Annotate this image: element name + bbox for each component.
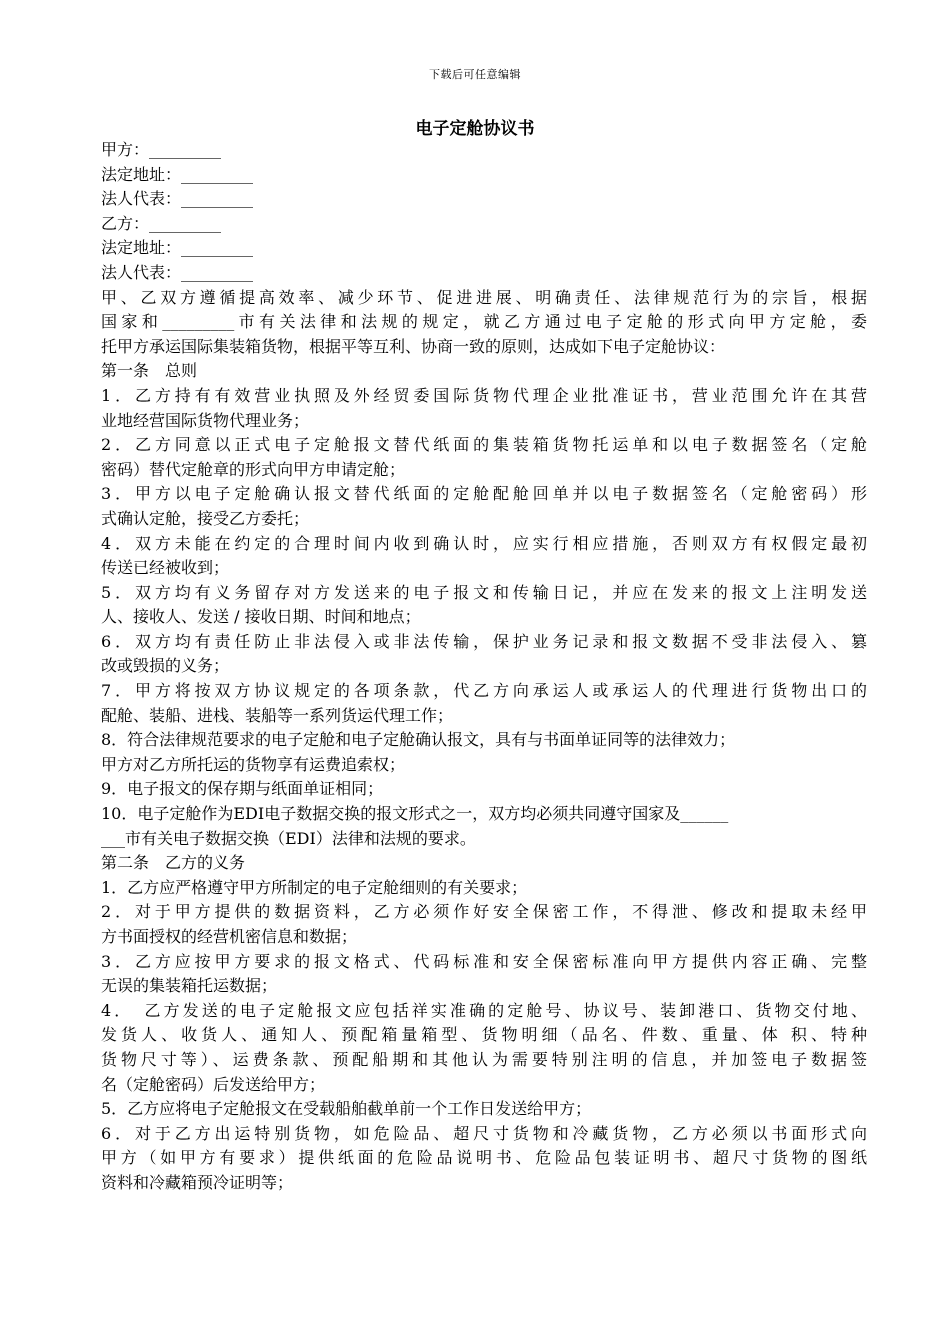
document-line: 1．乙方应严格遵守甲方所制定的电子定舱细则的有关要求； [101,877,528,897]
document-line: ___市有关电子数据交换（EDI）法律和法规的要求。 [101,828,476,848]
document-line: 10．电子定舱作为EDI电子数据交换的报文形式之一，双方均必须共同遵守国家及______ [101,804,729,824]
document-line: 资料和冷藏箱预冷证明等； [101,1172,294,1192]
document-line: 法人代表：_________ [101,262,254,282]
document-line: 密码）替代定舱章的形式向甲方申请定舱； [101,459,406,479]
document-line: 业地经营国际货物代理业务； [101,410,310,430]
document-body [101,138,867,1196]
document-line: 4．双方未能在约定的合理时间内收到确认时，应实行相应措施，否则双方有权假定最初 [101,533,867,553]
document-line: 3．乙方应按甲方要求的报文格式、代码标准和安全保密标准向甲方提供内容正确、完整 [101,951,867,971]
document-line: 名（定舱密码）后发送给甲方； [101,1074,326,1094]
document-line: 4． 乙方发送的电子定舱报文应包括祥实准确的定舱号、协议号、装卸港口、货物交付地、 [101,1000,867,1020]
document-line: 第二条 乙方的义务 [101,853,246,873]
document-line: 配舱、装船、进栈、装船等一系列货运代理工作； [101,705,454,725]
document-line: 甲方（如甲方有要求）提供纸面的危险品说明书、危险品包装证明书、超尺寸货物的图纸 [101,1148,867,1168]
document-line: 2．对于甲方提供的数据资料，乙方必须作好安全保密工作，不得泄、修改和提取未经甲 [101,902,867,922]
document-line: 托甲方承运国际集装箱货物，根据平等互利、协商一致的原则，达成如下电子定舱协议： [101,336,726,356]
document-line: 9．电子报文的保存期与纸面单证相同； [101,779,384,799]
document-line: 人、接收人、发送 / 接收日期、时间和地点； [101,607,421,627]
document-line: 法人代表：_________ [101,189,254,209]
document-line: 8．符合法律规范要求的电子定舱和电子定舱确认报文，具有与书面单证同等的法律效力； [101,730,736,750]
document-line: 传送已经被收到； [101,558,230,578]
document-line: 改或毁损的义务； [101,656,230,676]
document-line: 无误的集装箱托运数据； [101,976,278,996]
header-note: 下载后可任意编辑 [429,68,521,81]
document-line: 乙方：_________ [101,213,222,233]
document-line: 5．双方均有义务留存对方发送来的电子报文和传输日记，并应在发来的报文上注明发送 [101,582,867,602]
document-line: 法定地址：_________ [101,164,254,184]
document-line: 发货人、收货人、通知人、预配箱量箱型、货物明细（品名、件数、重量、体 积、特种 [101,1025,867,1045]
document-title: 电子定舱协议书 [415,119,535,139]
document-line: 甲方：_________ [101,140,222,159]
document-line: 3．甲方以电子定舱确认报文替代纸面的定舱配舱回单并以电子数据签名（定舱密码）形 [101,484,867,504]
document-line: 国家和_________市有关法律和法规的规定，就乙方通过电子定舱的形式向甲方定舱，委 [101,312,867,332]
document-line: 式确认定舱，接受乙方委托； [101,508,310,528]
document-line: 2．乙方同意以正式电子定舱报文替代纸面的集装箱货物托运单和以电子数据签名（定舱 [101,435,867,455]
document-line: 甲、乙双方遵循提高效率、减少环节、促进进展、明确责任、法律规范行为的宗旨，根据 [101,287,867,307]
document-line: 5．乙方应将电子定舱报文在受载船舶截单前一个工作日发送给甲方； [101,1099,592,1119]
document-line: 6．对于乙方出运特别货物，如危险品、超尺寸货物和冷藏货物，乙方必须以书面形式向 [101,1123,867,1143]
document-line: 货物尺寸等）、运费条款、预配船期和其他认为需要特别注明的信息，并加签电子数据签 [101,1049,867,1069]
document-line: 方书面授权的经营机密信息和数据； [101,927,358,946]
document-line: 6．双方均有责任防止非法侵入或非法传输，保护业务记录和报文数据不受非法侵入、篡 [101,631,867,651]
document-line: 甲方对乙方所托运的货物享有运费追索权； [101,754,406,774]
document-line: 第一条 总则 [101,361,198,381]
document-line: 法定地址：_________ [101,238,254,258]
document-line: 7．甲方将按双方协议规定的各项条款，代乙方向承运人或承运人的代理进行货物出口的 [101,681,867,701]
document-line: 1．乙方持有有效营业执照及外经贸委国际货物代理企业批准证书，营业范围允许在其营 [101,385,867,405]
